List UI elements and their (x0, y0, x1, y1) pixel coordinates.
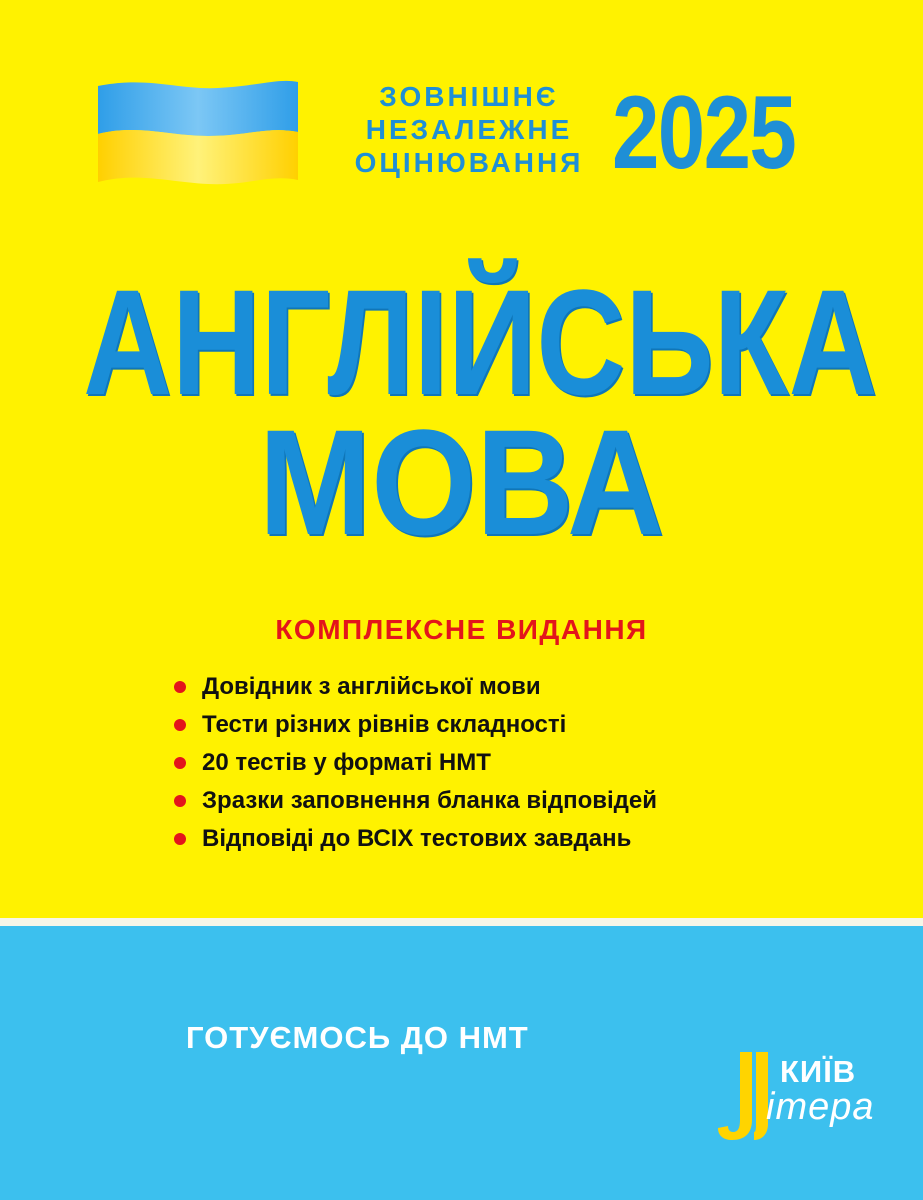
red-bullet-icon (174, 757, 186, 769)
edition-year: 2025 (612, 75, 796, 191)
publisher-logo (718, 1050, 888, 1150)
publisher-city: КИЇВ (780, 1054, 857, 1089)
red-bullet-icon (174, 833, 186, 845)
list-item (174, 668, 657, 706)
red-bullet-icon (174, 719, 186, 731)
red-bullet-icon (174, 681, 186, 693)
feature-list (174, 668, 657, 858)
feature-text: Тести різних рівнів складності (202, 711, 567, 738)
list-item (174, 744, 657, 782)
red-bullet-icon (174, 795, 186, 807)
zno-line-3: ОЦІНЮВАННЯ (354, 147, 584, 178)
feature-text: Довідник з англійської мови (202, 673, 541, 700)
edition-type: КОМПЛЕКСНЕ ВИДАННЯ (275, 614, 648, 645)
feature-text: Зразки заповнення бланка відповідей (202, 787, 657, 814)
list-item (174, 820, 657, 858)
zno-label (344, 80, 594, 179)
feature-text: Відповіді до ВСІХ тестових завдань (202, 825, 632, 852)
book-title (0, 258, 923, 566)
zno-line-2: НЕЗАЛЕЖНЕ (365, 114, 573, 145)
list-item (174, 706, 657, 744)
feature-text: 20 тестів у форматі НМТ (202, 749, 491, 776)
publisher-name: ітера (766, 1086, 875, 1128)
ukraine-flag-icon (98, 76, 298, 186)
book-title-line-2: МОВА (258, 398, 665, 566)
list-item (174, 782, 657, 820)
book-title-line-1: АНГЛІЙСЬКА (83, 258, 878, 426)
divider-stripe (0, 918, 923, 926)
slogan: ГОТУЄМОСЬ ДО НМТ (186, 1020, 529, 1055)
zno-line-1: ЗОВНІШНЄ (379, 81, 559, 112)
